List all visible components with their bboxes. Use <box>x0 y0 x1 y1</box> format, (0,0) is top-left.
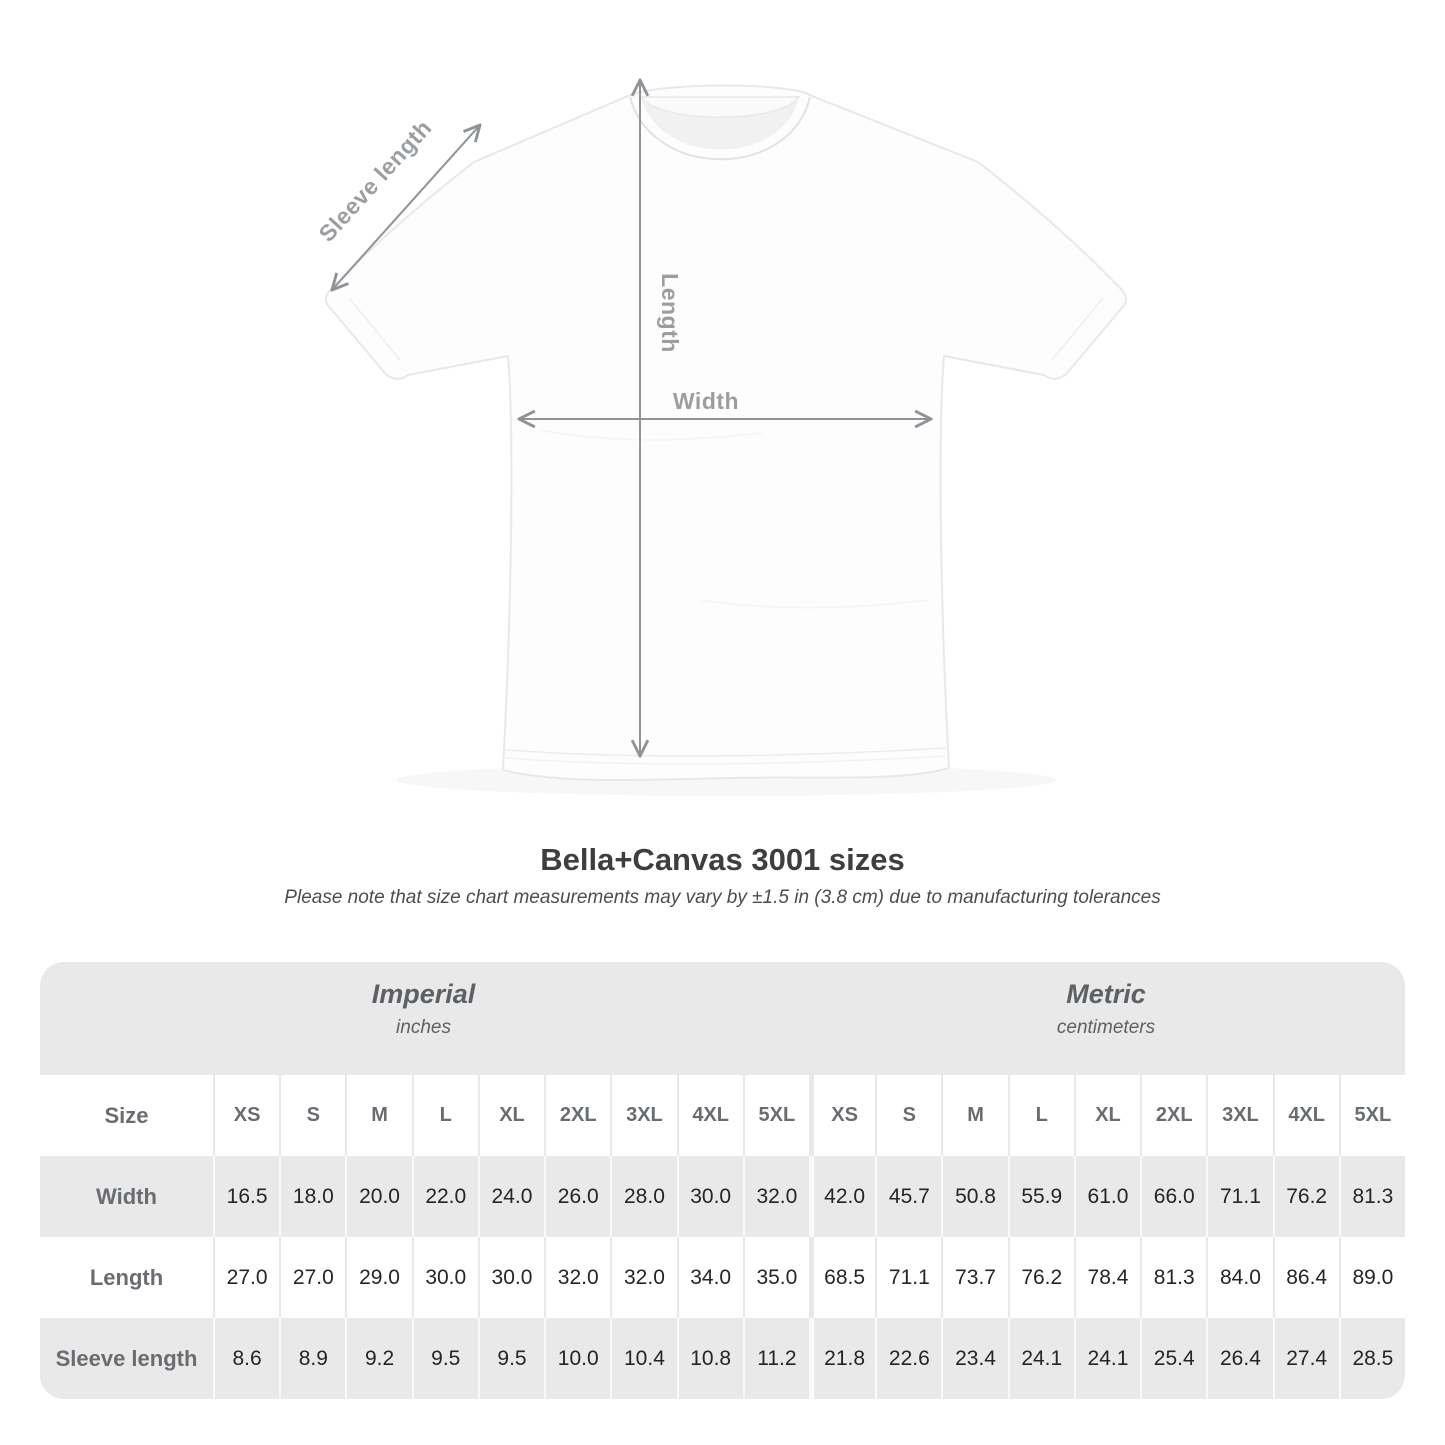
value-cell-metric: 71.1 <box>875 1237 941 1318</box>
size-header-imperial: XL <box>478 1075 544 1156</box>
value-cell-imperial: 27.0 <box>213 1237 279 1318</box>
size-header-metric: 5XL <box>1339 1075 1405 1156</box>
length-label: Length <box>657 273 683 353</box>
value-cell-imperial: 9.2 <box>345 1318 411 1399</box>
row-label: Sleeve length <box>55 1345 198 1371</box>
row-label: Width <box>96 1183 157 1209</box>
size-header-imperial: XS <box>213 1075 279 1156</box>
size-header-metric: L <box>1008 1075 1074 1156</box>
tshirt-illustration <box>326 86 1126 797</box>
value-cell-metric: 55.9 <box>1008 1156 1074 1237</box>
value-cell-imperial: 34.0 <box>677 1237 743 1318</box>
value-cell-imperial: 8.6 <box>213 1318 279 1399</box>
value-cell-metric: 23.4 <box>941 1318 1007 1399</box>
size-header-imperial: L <box>412 1075 478 1156</box>
value-cell-metric: 27.4 <box>1273 1318 1339 1399</box>
metric-title: Metric <box>1066 979 1146 1009</box>
size-header-row <box>40 1075 1405 1156</box>
value-cell-metric: 61.0 <box>1074 1156 1140 1237</box>
value-cell-imperial: 10.8 <box>677 1318 743 1399</box>
value-cell-imperial: 32.0 <box>743 1156 809 1237</box>
value-cell-metric: 68.5 <box>809 1237 875 1318</box>
sleeve-length-label: Sleeve length <box>313 114 437 247</box>
imperial-title: Imperial <box>371 979 476 1009</box>
size-header-imperial: M <box>345 1075 411 1156</box>
page-title: Bella+Canvas 3001 sizes <box>540 842 905 877</box>
size-header-metric: XL <box>1074 1075 1140 1156</box>
value-cell-metric: 26.4 <box>1206 1318 1272 1399</box>
value-cell-metric: 89.0 <box>1339 1237 1405 1318</box>
table-row <box>40 1156 1405 1237</box>
value-cell-imperial: 11.2 <box>743 1318 809 1399</box>
value-cell-metric: 86.4 <box>1273 1237 1339 1318</box>
value-cell-imperial: 26.0 <box>544 1156 610 1237</box>
page-subtitle: Please note that size chart measurements may vary by ±1.5 in (3.8 cm) due to manufacturing tolerances <box>284 887 1161 909</box>
value-cell-imperial: 29.0 <box>345 1237 411 1318</box>
size-header-imperial: 2XL <box>544 1075 610 1156</box>
value-cell-imperial: 8.9 <box>279 1318 345 1399</box>
value-cell-imperial: 27.0 <box>279 1237 345 1318</box>
size-header-metric: XS <box>809 1075 875 1156</box>
value-cell-metric: 24.1 <box>1008 1318 1074 1399</box>
value-cell-imperial: 20.0 <box>345 1156 411 1237</box>
size-header-metric: S <box>875 1075 941 1156</box>
value-cell-metric: 24.1 <box>1074 1318 1140 1399</box>
imperial-unit: inches <box>396 1017 451 1038</box>
value-cell-imperial: 10.0 <box>544 1318 610 1399</box>
value-cell-metric: 66.0 <box>1140 1156 1206 1237</box>
size-header-imperial: S <box>279 1075 345 1156</box>
value-cell-metric: 28.5 <box>1339 1318 1405 1399</box>
value-cell-imperial: 24.0 <box>478 1156 544 1237</box>
value-cell-imperial: 28.0 <box>610 1156 676 1237</box>
value-cell-imperial: 30.0 <box>478 1237 544 1318</box>
value-cell-metric: 25.4 <box>1140 1318 1206 1399</box>
unit-header-band <box>40 962 1405 1075</box>
value-cell-imperial: 9.5 <box>412 1318 478 1399</box>
value-cell-metric: 71.1 <box>1206 1156 1272 1237</box>
shirt-body <box>326 86 1126 781</box>
value-cell-imperial: 35.0 <box>743 1237 809 1318</box>
size-header-imperial: 5XL <box>743 1075 809 1156</box>
value-cell-imperial: 18.0 <box>279 1156 345 1237</box>
value-cell-imperial: 30.0 <box>677 1156 743 1237</box>
value-cell-metric: 45.7 <box>875 1156 941 1237</box>
value-cell-metric: 76.2 <box>1273 1156 1339 1237</box>
value-cell-metric: 21.8 <box>809 1318 875 1399</box>
size-header-metric: 4XL <box>1273 1075 1339 1156</box>
title-block <box>0 841 1445 909</box>
value-cell-imperial: 30.0 <box>412 1237 478 1318</box>
size-header-metric: 2XL <box>1140 1075 1206 1156</box>
value-cell-imperial: 22.0 <box>412 1156 478 1237</box>
size-header-imperial: 3XL <box>610 1075 676 1156</box>
table-row <box>40 1237 1405 1318</box>
value-cell-metric: 22.6 <box>875 1318 941 1399</box>
size-chart-grid <box>40 1075 1405 1399</box>
value-cell-metric: 81.3 <box>1339 1156 1405 1237</box>
value-cell-metric: 42.0 <box>809 1156 875 1237</box>
size-header-metric: M <box>941 1075 1007 1156</box>
value-cell-imperial: 9.5 <box>478 1318 544 1399</box>
size-header-metric: 3XL <box>1206 1075 1272 1156</box>
value-cell-metric: 76.2 <box>1008 1237 1074 1318</box>
table-row <box>40 1318 1405 1399</box>
value-cell-imperial: 32.0 <box>610 1237 676 1318</box>
unit-group-imperial <box>40 962 807 1075</box>
metric-unit: centimeters <box>1056 1017 1156 1038</box>
value-cell-metric: 81.3 <box>1140 1237 1206 1318</box>
value-cell-metric: 84.0 <box>1206 1237 1272 1318</box>
value-cell-metric: 50.8 <box>941 1156 1007 1237</box>
value-cell-metric: 78.4 <box>1074 1237 1140 1318</box>
width-label: Width <box>672 388 740 414</box>
value-cell-imperial: 10.4 <box>610 1318 676 1399</box>
value-cell-imperial: 32.0 <box>544 1237 610 1318</box>
size-col-header: Size <box>104 1102 149 1128</box>
size-chart-table <box>40 962 1405 1399</box>
size-header-imperial: 4XL <box>677 1075 743 1156</box>
unit-group-metric <box>807 962 1405 1075</box>
value-cell-metric: 73.7 <box>941 1237 1007 1318</box>
value-cell-imperial: 16.5 <box>213 1156 279 1237</box>
row-label: Length <box>89 1264 164 1290</box>
